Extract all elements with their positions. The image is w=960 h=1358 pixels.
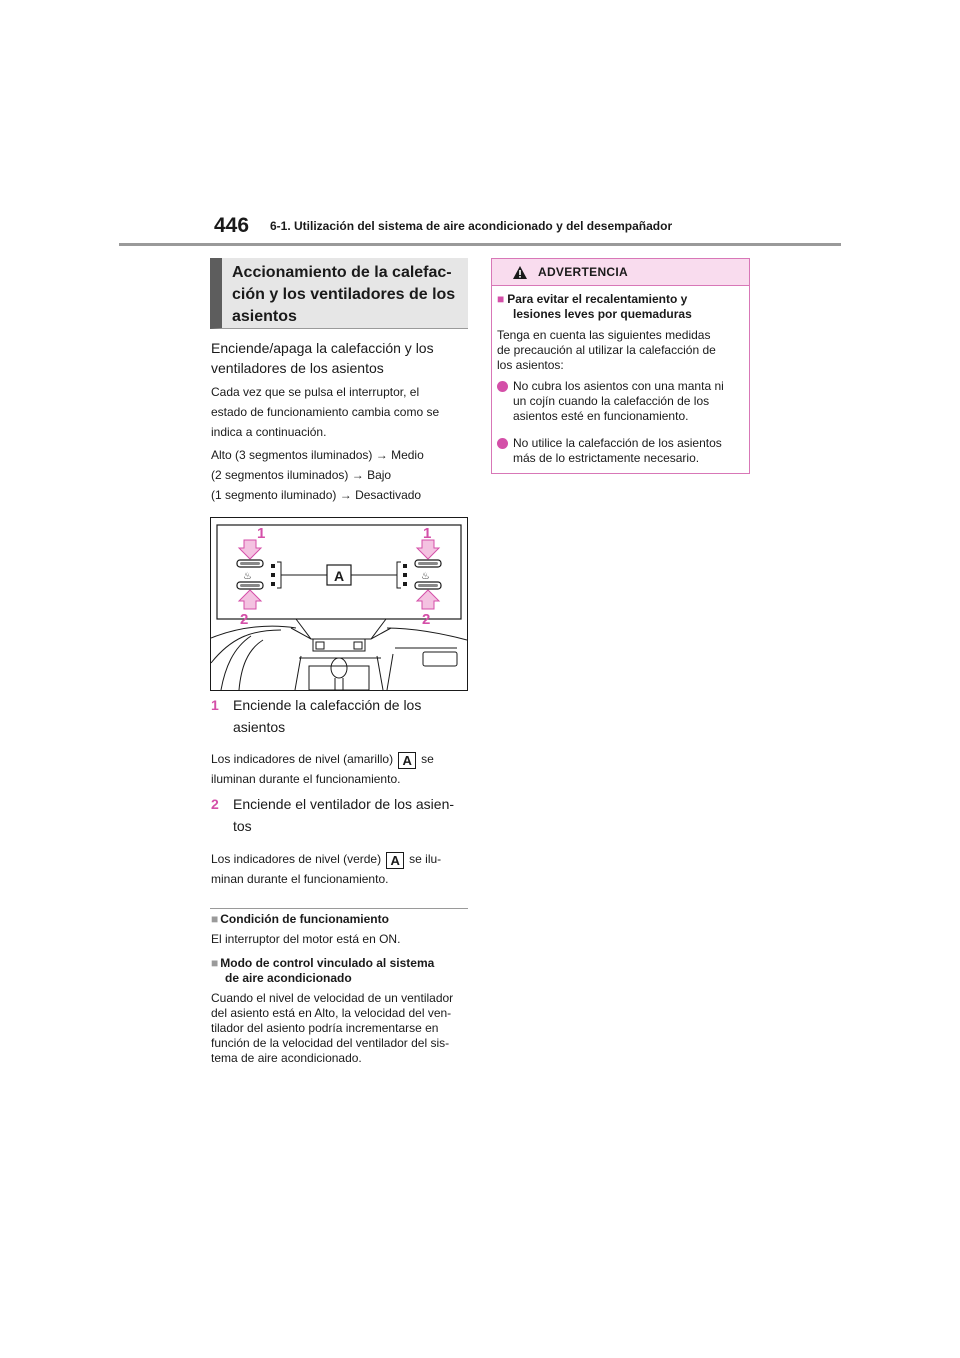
warning-bullet-line: No cubra los asientos con una manta ni <box>513 379 724 393</box>
note-body <box>211 991 469 1066</box>
warning-bullet-line: un cojín cuando la calefacción de los <box>513 394 710 408</box>
note-body-line: El interruptor del motor está en ON. <box>211 932 401 946</box>
section-heading-line: asientos <box>232 308 297 325</box>
item-title-line: Enciende el ventilador de los asien- <box>233 796 455 812</box>
chapter-title: 6-1. Utilización del sistema de aire acondicionado y del desempañador <box>270 219 673 233</box>
warning-bullet-line: asientos esté en funcionamiento. <box>513 409 689 423</box>
item-title-line: tos <box>233 818 252 834</box>
desc-line: minan durante el funcionamiento. <box>211 872 389 886</box>
note-heading <box>211 956 467 986</box>
warning-text <box>497 328 742 373</box>
lead-line: ventiladores de los asientos <box>211 360 384 376</box>
callout-1-left: 1 <box>257 525 266 542</box>
intro-text <box>211 382 467 442</box>
indicator-a-ref: A <box>398 752 415 769</box>
note-body-line: tilador del asiento podría incrementarse en <box>211 1021 439 1035</box>
figure-illustration <box>211 518 467 690</box>
callout-a-label: A <box>333 568 345 584</box>
dashboard-switch-figure <box>210 517 468 691</box>
square-bullet-icon: ■ <box>211 956 219 970</box>
sequence-line: (1 segmento iluminado) → Desactivado <box>211 488 422 502</box>
page-number: 446 <box>214 214 250 237</box>
intro-line: Cada vez que se pulsa el interruptor, el <box>211 385 420 399</box>
callout-line <box>371 619 386 639</box>
square-bullet-icon: ■ <box>211 912 219 926</box>
notes-divider <box>210 908 468 909</box>
warning-box <box>491 258 750 474</box>
desc-pre: Los indicadores de nivel (amarillo) <box>211 752 394 766</box>
note-heading-line: Condición de funcionamiento <box>220 912 389 926</box>
note-body-line: función de la velocidad del ventilador del sis- <box>211 1036 450 1050</box>
header-rule <box>119 243 841 246</box>
desc-line: iluminan durante el funcionamiento. <box>211 772 401 786</box>
warning-text-line: los asientos: <box>497 358 564 372</box>
item-title <box>233 694 463 738</box>
section-heading-line: ción y los ventiladores de los <box>232 286 456 303</box>
callout-line <box>296 619 311 639</box>
desc-post: se <box>421 752 434 766</box>
item-title-line: Enciende la calefacción de los <box>233 697 422 713</box>
desc-pre: Los indicadores de nivel (verde) <box>211 852 382 866</box>
item-1-desc <box>211 749 467 789</box>
indicator-a-ref: A <box>386 852 403 869</box>
item-title-line: asientos <box>233 719 286 735</box>
note-body-line: del asiento está en Alto, la velocidad del ven- <box>211 1006 452 1020</box>
bullet-dot-icon <box>497 381 508 392</box>
desc-post: se ilu- <box>409 852 442 866</box>
note-heading-line: de aire acondicionado <box>225 971 352 985</box>
section-heading-line: Accionamiento de la calefac- <box>232 264 452 281</box>
section-heading <box>210 258 468 329</box>
warning-triangle-icon <box>512 265 528 280</box>
warning-text-line: de precaución al utilizar la calefacción de <box>497 343 716 357</box>
note-heading-line: Modo de control vinculado al sistema <box>220 956 435 970</box>
item-title <box>233 793 463 837</box>
warning-text-line: Tenga en cuenta las siguientes medidas <box>497 328 711 342</box>
intro-line: indica a continuación. <box>211 425 327 439</box>
note-body <box>211 932 469 947</box>
sequence-line: (2 segmentos iluminados) → Bajo <box>211 468 392 482</box>
svg-text:♨: ♨ <box>243 571 252 582</box>
lead-text <box>211 338 467 378</box>
sequence-text <box>211 445 467 505</box>
intro-line: estado de funcionamiento cambia como se <box>211 405 440 419</box>
warning-subheading <box>497 292 742 322</box>
bullet-dot-icon <box>497 438 508 449</box>
warning-subheading-line: Para evitar el recalentamiento y <box>507 292 688 306</box>
warning-label: ADVERTENCIA <box>538 265 628 279</box>
warning-header <box>492 259 749 286</box>
warning-bullet-line: No utilice la calefacción de los asientos <box>513 436 722 450</box>
note-heading <box>211 912 467 927</box>
warning-bullet <box>497 436 742 466</box>
item-2 <box>211 793 467 837</box>
warning-subheading-line: lesiones leves por quemaduras <box>513 307 692 321</box>
warning-bullet-line: más de lo estrictamente necesario. <box>513 451 700 465</box>
lead-line: Enciende/apaga la calefacción y los <box>211 340 434 356</box>
item-1 <box>211 694 467 738</box>
item-number: 1 <box>211 697 219 713</box>
item-number: 2 <box>211 796 219 812</box>
dashboard-drawing <box>211 626 467 690</box>
callout-1-right: 1 <box>423 525 432 542</box>
square-bullet-icon: ■ <box>497 292 505 306</box>
sequence-line: Alto (3 segmentos iluminados) → Medio <box>211 448 424 462</box>
callout-2-left: 2 <box>240 611 249 628</box>
warning-bullet <box>497 379 742 424</box>
item-2-desc <box>211 849 467 889</box>
svg-text:♨: ♨ <box>421 571 430 582</box>
note-body-line: tema de aire acondicionado. <box>211 1051 362 1065</box>
note-body-line: Cuando el nivel de velocidad de un ventilador <box>211 991 454 1005</box>
callout-2-right: 2 <box>422 611 431 628</box>
